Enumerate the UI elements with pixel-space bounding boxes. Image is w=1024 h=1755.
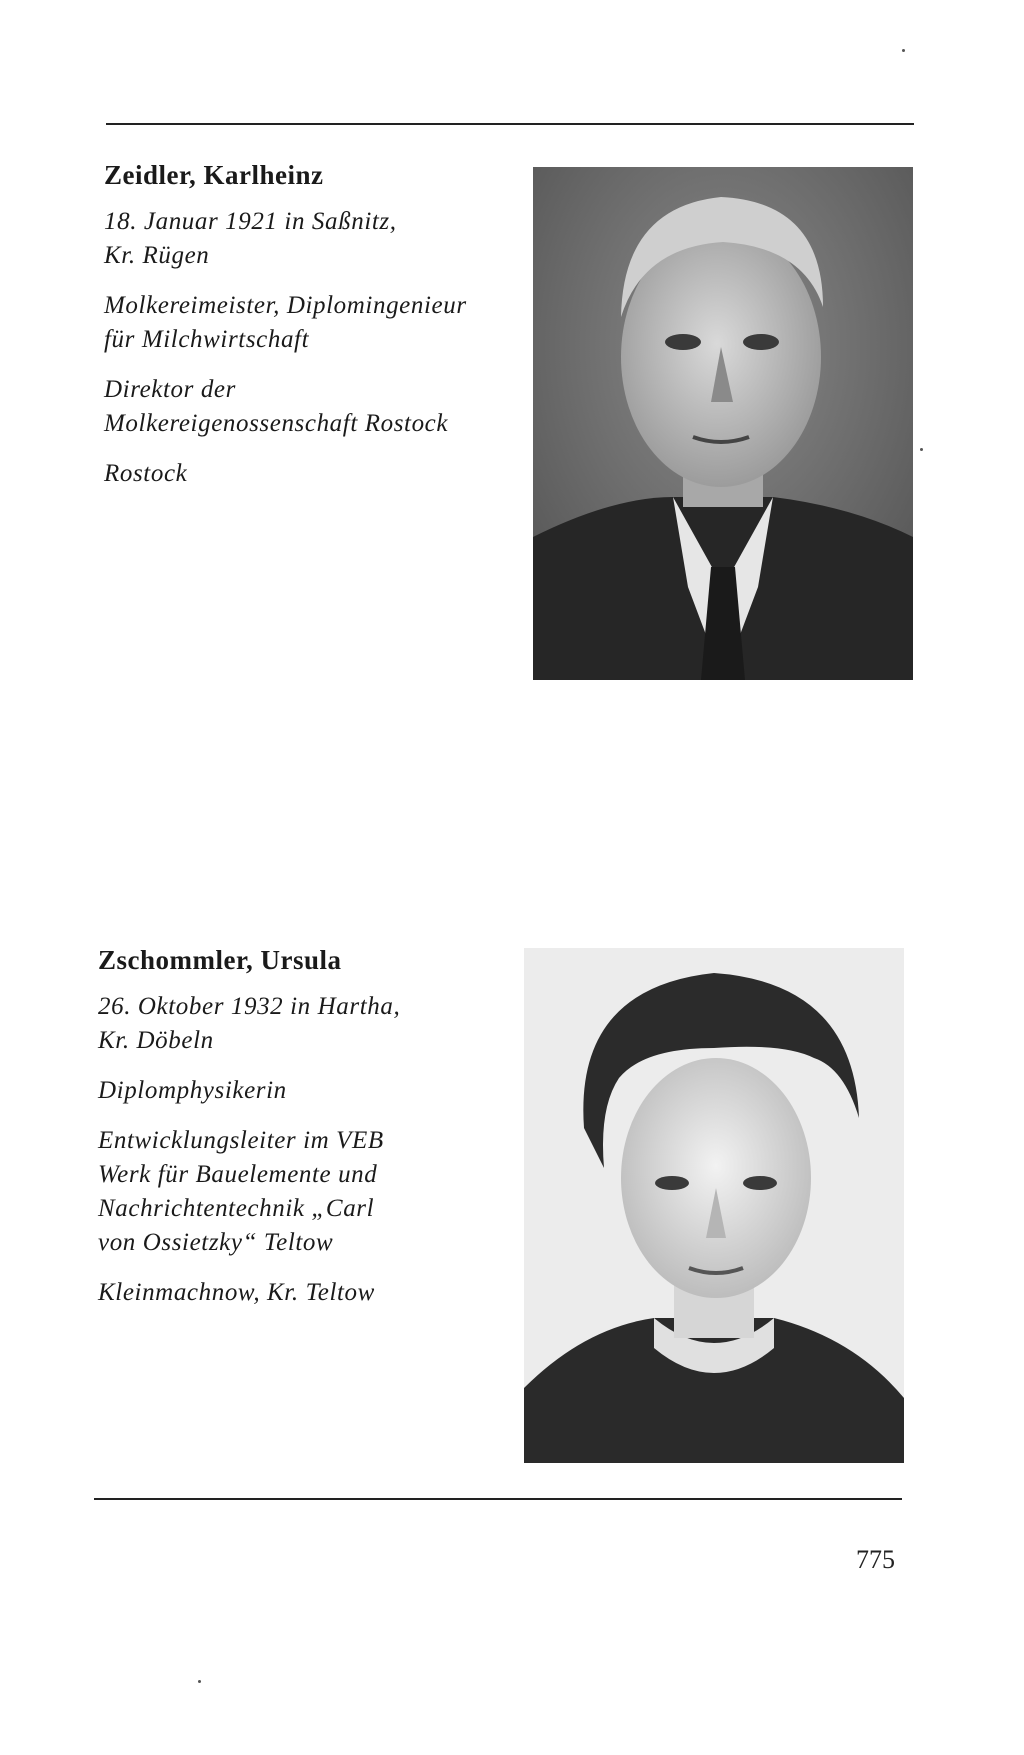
page-number: 775 [856,1545,895,1574]
entry-residence: Kleinmachnow, Kr. Teltow [98,1279,375,1306]
entry-position: Entwicklungsleiter im VEB Werk für Bauelemente und Nachrichtentechnik „Carl von Ossietzky“ Teltow [98,1127,384,1256]
man-portrait-image [533,167,913,680]
portrait-photo-man [533,167,913,680]
entry-name: Zeidler, Karlheinz [104,160,324,190]
bottom-divider [94,1498,902,1500]
entry-birth: 26. Oktober 1932 in Hartha, Kr. Döbeln [98,993,401,1054]
scan-speck [198,1680,201,1683]
woman-portrait-image [524,948,904,1463]
entry-birth: 18. Januar 1921 in Saßnitz, Kr. Rügen [104,208,397,269]
top-divider [106,123,914,125]
entry-residence: Rostock [104,460,188,487]
entry-profession: Molkereimeister, Diplomingenieur für Milchwirtschaft [104,292,467,353]
entry-position: Direktor der Molkereigenossenschaft Rostock [104,376,449,437]
entry-profession: Diplomphysikerin [98,1077,287,1104]
entry-name: Zschommler, Ursula [98,945,342,975]
scan-speck [902,49,905,52]
entry-zeidler [104,160,514,507]
scan-speck [920,448,923,451]
portrait-photo-woman [524,948,904,1463]
entry-zschommler [98,945,508,1326]
